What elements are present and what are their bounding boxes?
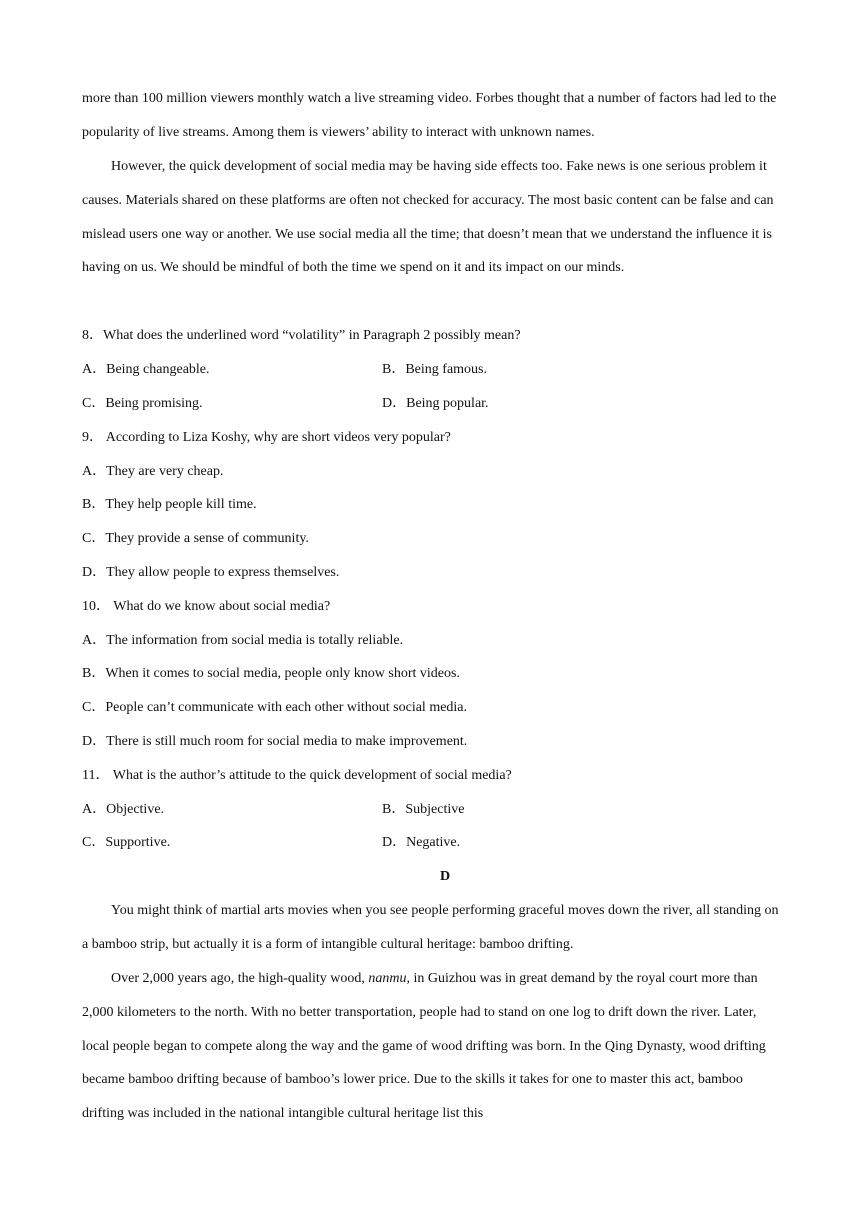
passage-d-paragraph-2-rest: in Guizhou was in great demand by the royal court more than 2,000 kilometers to the north. With no better transportation, people had to stand on one log to drift down the river. Later, local people began to compete along the way and the game of wood drifting was born. In the Qing Dynasty, wood drifting became bamboo drifting because of bamboo’s lower price. Due to the skills it takes for one to master this act, bamboo drifting was included in the national intangible cultural heritage list this	[82, 971, 766, 1122]
question-9-option-b: B．They help people kill time.	[82, 497, 257, 512]
question-8-option-c: C．Being promising.	[82, 396, 203, 411]
passage-d-paragraph-2-start: Over 2,000 years ago, the high-quality wood,	[111, 971, 369, 986]
question-8-stem: 8．What does the underlined word “volatility” in Paragraph 2 possibly mean?	[82, 328, 521, 343]
question-9-stem: 9． According to Liza Koshy, why are short videos very popular?	[82, 430, 451, 445]
question-10-option-c: C．People can’t communicate with each other without social media.	[82, 700, 468, 715]
passage-d-paragraph-1: You might think of martial arts movies when you see people performing graceful moves down the river, all standing on a bamboo strip, but actually it is a form of intangible cultural heritage: bamboo drifting.	[82, 903, 779, 952]
passage-c-paragraph-continued: more than 100 million viewers monthly watch a live streaming video. Forbes thought that a number of factors had led to the popularity of live streams. Among them is viewers’ ability to interact with unknown names.	[82, 91, 777, 140]
question-9-option-a: A．They are very cheap.	[82, 464, 224, 479]
question-10-option-b: B．When it comes to social media, people only know short videos.	[82, 666, 460, 681]
passage-d-heading: D	[439, 869, 451, 884]
passage-c-paragraph-2: However, the quick development of social media may be having side effects too. Fake news is one serious problem it causes. Materials shared on these platforms are often not checked for accuracy. The most basic content can be false and can mislead users one way or another. We use social media all the time; that doesn’t mean that we understand the influence it is having on us. We should be mindful of both the time we spend on it and its impact on our minds.	[82, 159, 774, 276]
question-10-stem: 10． What do we know about social media?	[82, 599, 331, 614]
question-8-option-b: B．Being famous.	[382, 362, 487, 377]
question-11-option-a: A．Objective.	[82, 802, 165, 817]
passage-d-paragraph-2	[82, 962, 782, 1131]
question-8-option-d: D．Being popular.	[382, 396, 489, 411]
question-10-option-a: A．The information from social media is totally reliable.	[82, 633, 404, 648]
question-11-option-d: D．Negative.	[382, 835, 461, 850]
question-11-option-b: B．Subjective	[382, 802, 465, 817]
question-10-option-d: D．There is still much room for social media to make improvement.	[82, 734, 468, 749]
question-9-option-d: D．They allow people to express themselves.	[82, 565, 340, 580]
question-11-stem: 11． What is the author’s attitude to the quick development of social media?	[82, 768, 512, 783]
question-8-option-a: A．Being changeable.	[82, 362, 210, 377]
question-11-option-c: C．Supportive.	[82, 835, 171, 850]
question-9-option-c: C．They provide a sense of community.	[82, 531, 309, 546]
term-nanmu: nanmu,	[368, 971, 411, 986]
